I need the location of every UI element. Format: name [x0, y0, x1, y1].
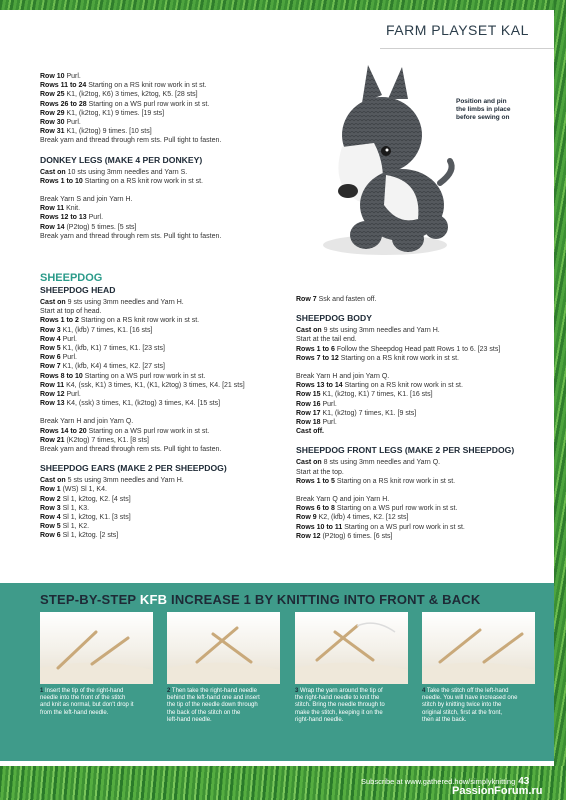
watermark: PassionForum.ru	[452, 785, 543, 797]
donkey-legs-heading: DONKEY LEGS (MAKE 4 PER DONKEY)	[40, 154, 203, 165]
pattern-row: Row 5 K1, (kfb, K1) 7 times, K1. [23 sts]	[40, 345, 165, 353]
pattern-row: Rows 8 to 10 Starting on a WS purl row work in st st.	[40, 372, 206, 380]
step-4-photo	[422, 612, 535, 684]
step-4-caption: 4 Take the stitch off the left-hand needle. You will have increased one stitch by knitting twice into the original stitch, first at the front, then at the back.	[422, 688, 518, 723]
pattern-row: Row 21 (K2tog) 7 times, K1. [8 sts]	[40, 436, 149, 444]
step-1-caption: 1 Insert the tip of the right-hand needle into the front of the stitch and knit as normal, but don't drop it from the left-hand needle.	[40, 688, 134, 716]
pattern-row: Row 4 Sl 1, k2tog, K1. [3 sts]	[40, 514, 131, 522]
knitting-needles-icon	[295, 612, 408, 684]
pattern-row: Row 18 Purl.	[296, 419, 337, 427]
photo-note: Position and pin the limbs in place before sewing on	[456, 98, 511, 121]
pattern-column-right	[296, 295, 546, 541]
pattern-row: Row 14 (P2tog) 5 times. [5 sts]	[40, 223, 137, 231]
pattern-row: Row 3 Sl 1, K3.	[40, 504, 90, 512]
step-3-caption: 3 Wrap the yarn around the tip of the right-hand needle to knit the stitch. Bring the needle through to make the stitch, keeping it on the right-hand needle.	[295, 688, 385, 723]
step-2-caption: 2 Then take the right-hand needle behind the left-hand one and insert the tip of the needle down through the back of the stitch on the left-hand needle.	[167, 688, 260, 723]
sheepdog-legs-rows-a	[296, 458, 546, 486]
pattern-row: Row 17 K1, (k2tog) 7 times, K1. [9 sts]	[296, 409, 417, 417]
pattern-row: Rows 1 to 10 Starting on a RS knit row work in st st.	[40, 177, 204, 185]
footer-prefix: Subscribe at	[361, 777, 405, 786]
pattern-row: Cast on 5 sts using 3mm needles and Yarn H.	[40, 477, 184, 485]
pattern-row: Row 5 Sl 1, K2.	[40, 523, 90, 531]
sheepdog-illustration	[290, 55, 460, 280]
pattern-row: Row 11 K4, (ssk, K1) 3 times, K1, (K1, k2tog) 3 times, K4. [21 sts]	[40, 381, 245, 389]
pattern-row: Cast on 10 sts using 3mm needles and Yarn S.	[40, 168, 188, 176]
pattern-row: Rows 12 to 13 Purl.	[40, 214, 104, 222]
sheepdog-legs-rows-b	[296, 495, 546, 541]
step-4	[422, 612, 535, 724]
page-number: 43	[518, 776, 530, 787]
pattern-row: Break Yarn Q and join Yarn H.	[296, 496, 390, 504]
subscribe-link[interactable]: www.gathered.how/simplyknitting	[404, 777, 516, 786]
sheepdog-ears-rows	[40, 476, 290, 540]
pattern-row: Rows 10 to 11 Starting on a WS purl row work in st st.	[296, 523, 465, 531]
pattern-row: Row 2 Sl 1, k2tog, K2. [4 sts]	[40, 495, 131, 503]
step-2	[167, 612, 280, 724]
pattern-row: Row 25 K1, (k2tog, K6) 3 times, k2tog, K5. [28 sts]	[40, 91, 198, 99]
pattern-row: Row 1 (WS) Sl 1, K4.	[40, 486, 107, 494]
pattern-row: Row 6 Purl.	[40, 354, 77, 362]
donkey-legs-rows-a	[40, 168, 280, 186]
step-title-kfb: KFB	[139, 592, 168, 607]
pattern-row: Row 4 Purl.	[40, 335, 77, 343]
pattern-row: Rows 26 to 28 Starting on a WS purl row work in st st.	[40, 100, 210, 108]
pattern-row: Break yarn and thread through rem sts. Pull tight to fasten.	[40, 446, 222, 454]
knitting-needles-icon	[40, 612, 153, 684]
pattern-row: Row 3 K1, (kfb) 7 times, K1. [16 sts]	[40, 326, 153, 334]
pattern-row: Rows 1 to 6 Follow the Sheepdog Head patt Rows 1 to 6. [23 sts]	[296, 345, 501, 353]
pattern-row: Break Yarn S and join Yarn H.	[40, 196, 133, 204]
grass-border-top	[0, 0, 566, 10]
pattern-row: Row 13 K4, (ssk) 3 times, K1, (k2tog) 3 times, K4. [15 sts]	[40, 400, 221, 408]
pattern-row: Row 11 Knit.	[40, 205, 81, 213]
pattern-row: Rows 7 to 12 Starting on a RS knit row work in st st.	[296, 354, 460, 362]
pattern-column-left-bottom	[40, 272, 290, 541]
sheepdog-section-heading: SHEEPDOG	[40, 272, 103, 284]
step-1-photo	[40, 612, 153, 684]
pattern-column-left-top	[40, 72, 280, 241]
pattern-row: Row 15 K1, (k2tog, K1) 7 times, K1. [16 sts]	[296, 391, 433, 399]
donkey-head-rows	[40, 72, 280, 146]
sheepdog-toy-photo	[290, 55, 460, 280]
pattern-row: Break yarn and thread through rem sts. Pull tight to fasten.	[40, 232, 222, 240]
pattern-row: Break Yarn H and join Yarn Q.	[40, 418, 134, 426]
pattern-row: Row 9 K2, (kfb) 4 times, K2. [12 sts]	[296, 514, 409, 522]
pattern-row: Rows 6 to 8 Starting on a WS purl row work in st st.	[296, 505, 458, 513]
pattern-row: Cast on 9 sts using 3mm needles and Yarn H.	[296, 327, 440, 335]
sheepdog-body-rows-b	[296, 372, 546, 436]
pattern-row: Cast on 9 sts using 3mm needles and Yarn H.	[40, 299, 184, 306]
sheepdog-head-rows-a	[40, 298, 290, 408]
pattern-row: Rows 11 to 24 Starting on a RS knit row work in st st.	[40, 82, 207, 90]
step-title-rest: INCREASE 1 BY KNITTING INTO FRONT & BACK	[171, 592, 481, 607]
page-header-title: FARM PLAYSET KAL	[386, 22, 529, 38]
step-2-photo	[167, 612, 280, 684]
donkey-legs-rows-b	[40, 195, 280, 241]
grass-border-right	[554, 0, 566, 800]
pattern-row: Row 30 Purl.	[40, 119, 81, 127]
pattern-row: Rows 13 to 14 Starting on a RS knit row work in st st.	[296, 382, 463, 390]
pattern-row: Rows 1 to 5 Starting on a RS knit row work in st st.	[296, 477, 456, 485]
pattern-row: Row 6 Sl 1, k2tog. [2 sts]	[40, 532, 119, 540]
sheepdog-body-heading: SHEEPDOG BODY	[296, 313, 372, 324]
pattern-row: Start at the top.	[296, 468, 344, 476]
sheepdog-head-rows-b	[40, 417, 290, 454]
pattern-row: Start at the tail end.	[296, 336, 357, 344]
pattern-row: Break Yarn H and join Yarn Q.	[296, 373, 390, 381]
step-1	[40, 612, 153, 717]
pattern-row: Row 31 K1, (k2tog) 9 times. [10 sts]	[40, 128, 152, 136]
ears-last-row: Row 7 Ssk and fasten off.	[296, 296, 377, 303]
pattern-row: Cast on 8 sts using 3mm needles and Yarn Q.	[296, 459, 441, 467]
step-3	[295, 612, 408, 724]
sheepdog-head-heading: SHEEPDOG HEAD	[40, 285, 116, 295]
pattern-row: Rows 14 to 20 Starting on a WS purl row work in st st.	[40, 427, 210, 435]
pattern-row: Row 10 Purl.	[40, 73, 81, 80]
knitting-needles-icon	[167, 612, 280, 684]
knitting-needles-icon	[422, 612, 535, 684]
pattern-row: Rows 1 to 2 Starting on a RS knit row work in st st.	[40, 317, 200, 325]
pattern-row: Start at top of head.	[40, 308, 102, 316]
step-by-step-title	[40, 592, 480, 607]
pattern-row: Row 7 K1, (kfb, K4) 4 times, K2. [27 sts]	[40, 363, 165, 371]
pattern-row: Cast off.	[296, 428, 324, 436]
pattern-row: Row 29 K1, (k2tog, K1) 9 times. [19 sts]	[40, 109, 165, 117]
sheepdog-legs-heading: SHEEPDOG FRONT LEGS (MAKE 2 PER SHEEPDOG)	[296, 445, 515, 456]
pattern-row: Row 12 (P2tog) 6 times. [6 sts]	[296, 532, 393, 540]
step-3-photo	[295, 612, 408, 684]
pattern-row: Row 16 Purl.	[296, 400, 337, 408]
sheepdog-body-rows-a	[296, 326, 546, 363]
sheepdog-ears-heading: SHEEPDOG EARS (MAKE 2 PER SHEEPDOG)	[40, 463, 227, 474]
step-title-lead: STEP-BY-STEP	[40, 592, 137, 607]
pattern-row: Break yarn and thread through rem sts. Pull tight to fasten.	[40, 137, 222, 145]
pattern-row: Row 12 Purl.	[40, 391, 81, 399]
